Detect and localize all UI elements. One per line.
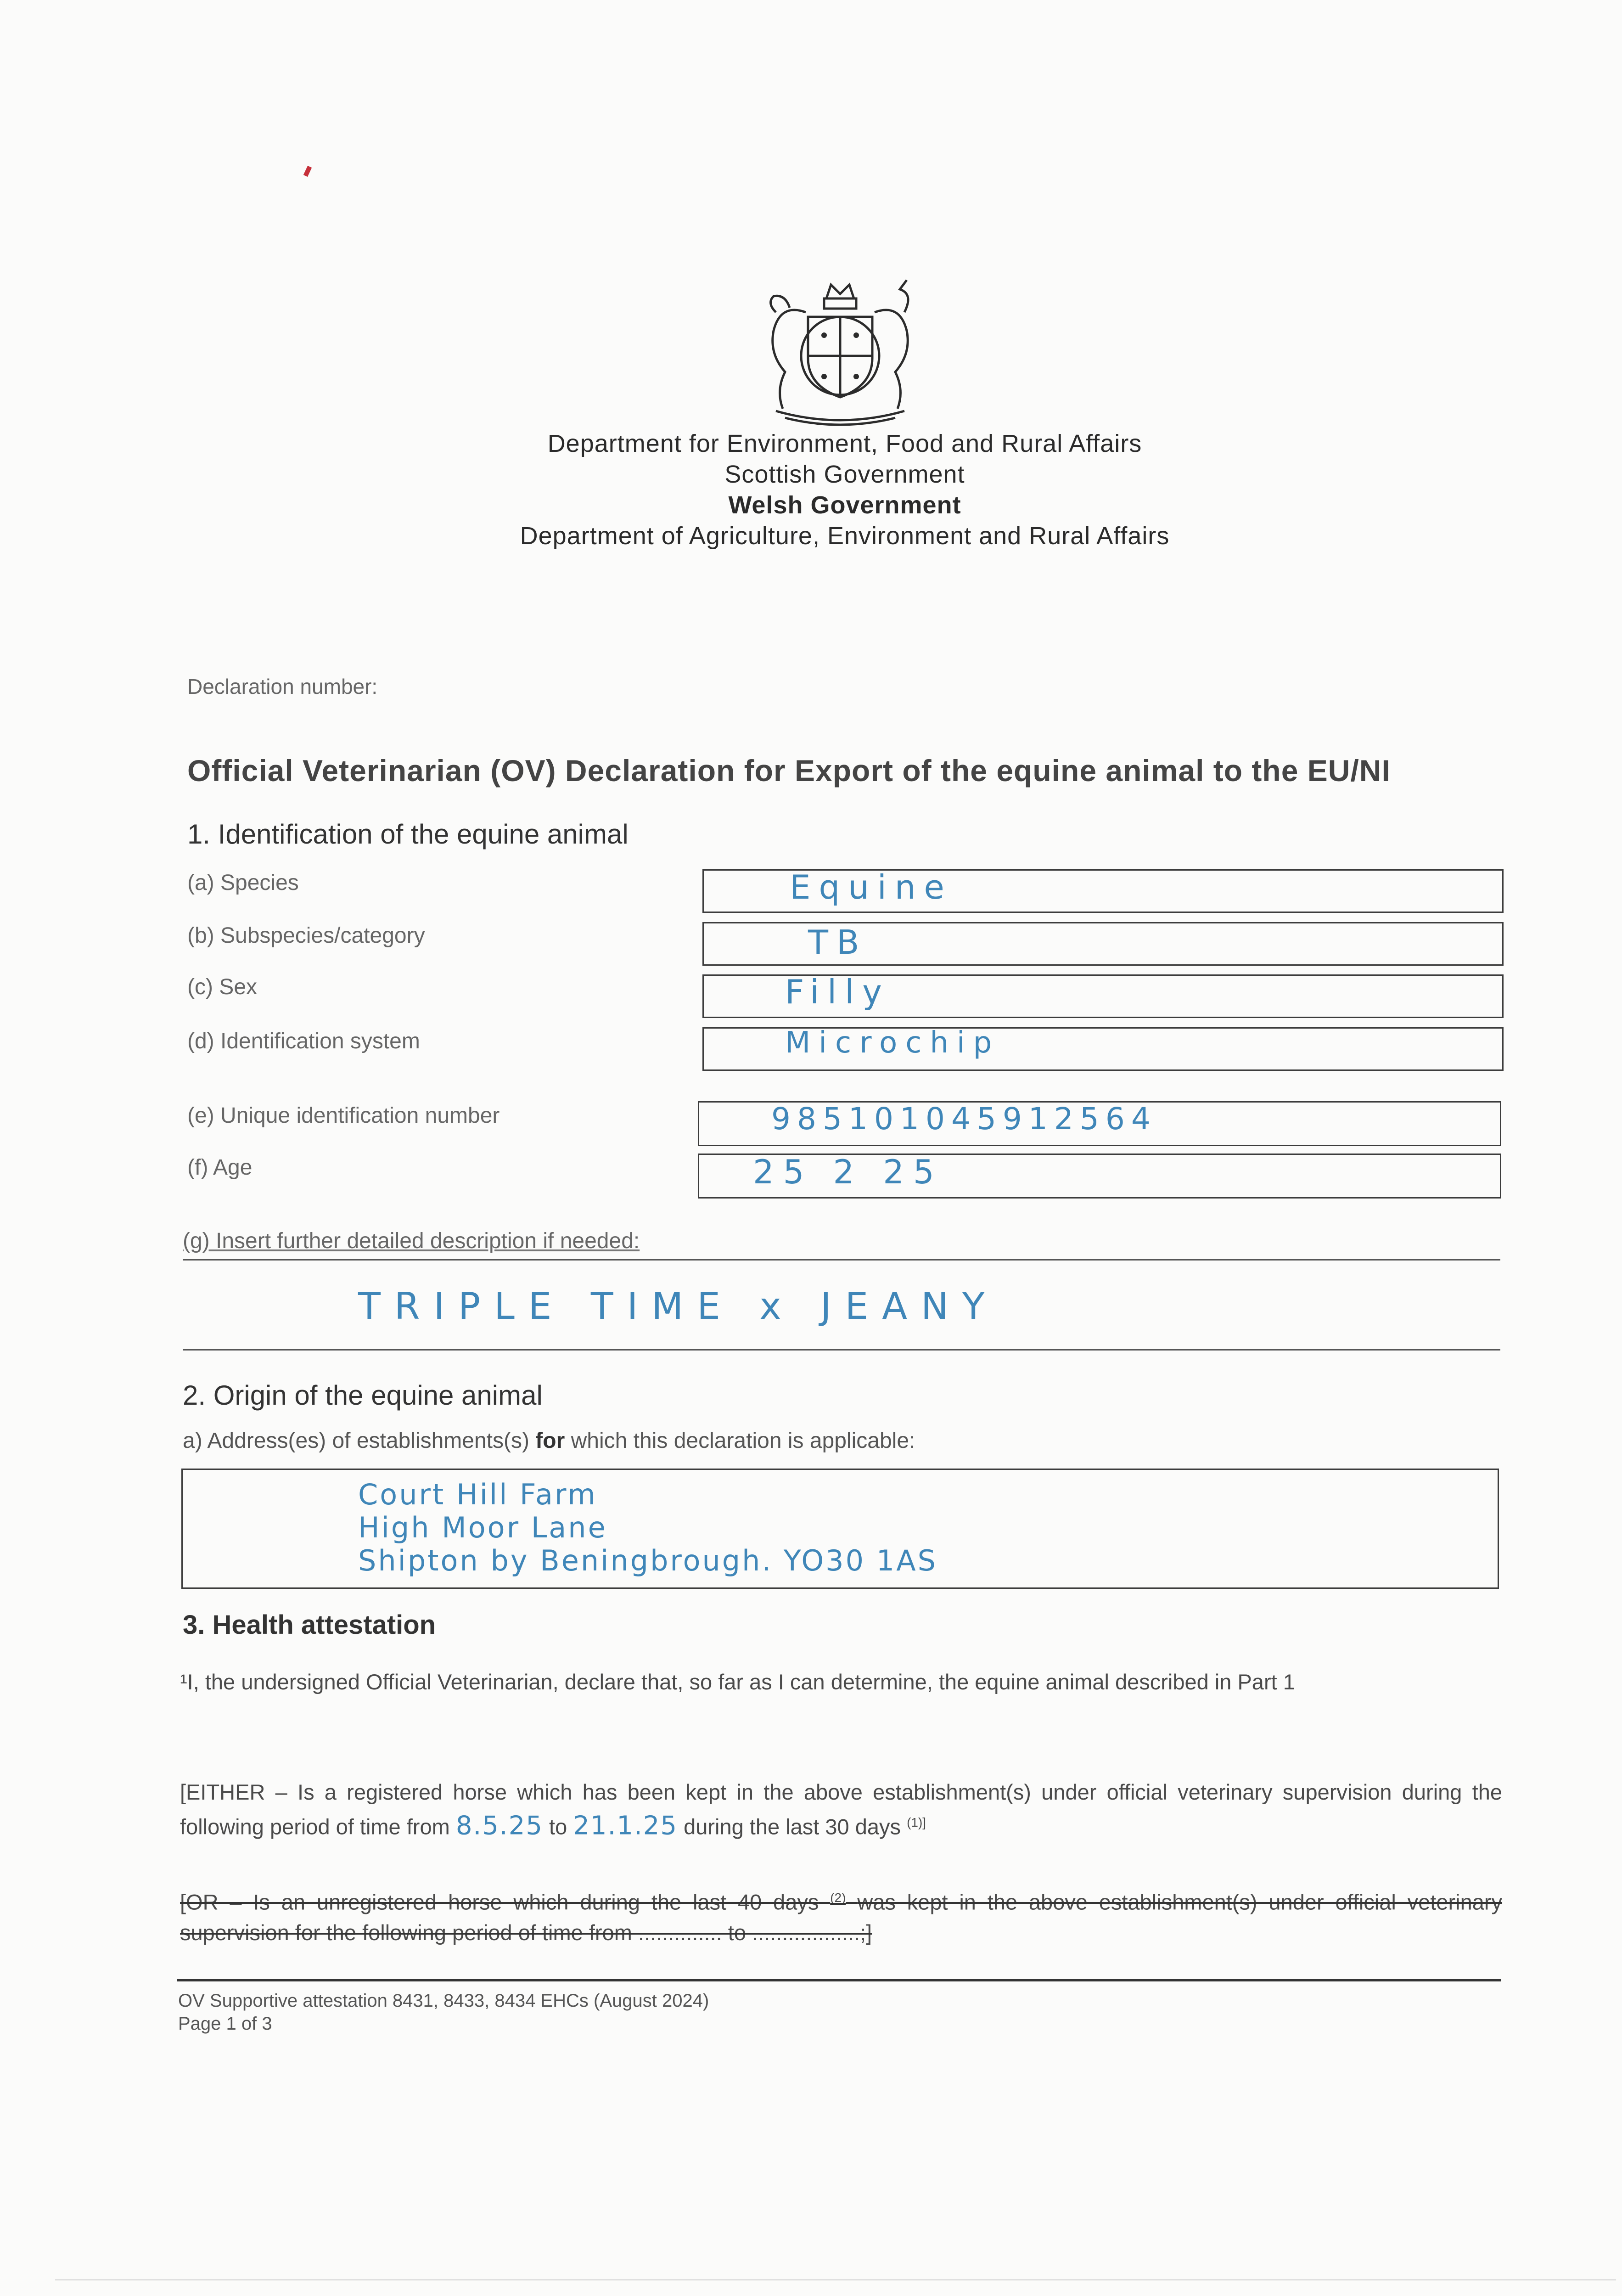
- address-label: [183, 1428, 915, 1453]
- sex-value: Filly: [785, 973, 890, 1011]
- page-title: Official Veterinarian (OV) Declaration for Export of the equine animal to the EU/NI: [187, 754, 1391, 788]
- address-label-bold: for: [535, 1429, 565, 1453]
- further-description-value: TRIPLE TIME x JEANY: [358, 1285, 999, 1328]
- field-label-subspecies: (b) Subspecies/category: [187, 923, 425, 948]
- age-value: 25 2 25: [753, 1153, 943, 1191]
- either-clause-text: [EITHER – Is a registered horse which has been kept in the above establishment(s) under official veterinary supervision during the following period of time from: [180, 1780, 1502, 1839]
- description-bottom-rule: [183, 1349, 1500, 1351]
- section-1-heading: 1. Identification of the equine animal: [187, 819, 629, 850]
- or-clause-text-1: [OR – Is an unregistered horse which during the last 40 days: [180, 1890, 819, 1914]
- or-clause: [180, 1883, 1502, 1948]
- field-label-unique-id: (e) Unique identification number: [187, 1103, 500, 1128]
- address-line-2: High Moor Lane: [358, 1511, 607, 1544]
- dept-defra: Department for Environment, Food and Rural Affairs: [547, 430, 1142, 457]
- description-top-rule: [183, 1259, 1500, 1261]
- identification-system-value: Microchip: [785, 1026, 1000, 1060]
- stray-mark: [303, 166, 312, 177]
- dept-daera: Department of Agriculture, Environment and Rural Affairs: [520, 522, 1170, 550]
- footer-page-number: Page 1 of 3: [178, 2014, 272, 2034]
- either-footnote: (1)]: [907, 1815, 926, 1829]
- either-from-date: 8.5.25: [455, 1811, 543, 1841]
- either-to-word: to: [549, 1814, 567, 1839]
- either-clause: [180, 1777, 1502, 1842]
- field-label-sex: (c) Sex: [187, 975, 258, 999]
- either-clause-post: during the last 30 days: [684, 1814, 901, 1839]
- either-to-date: 21.1.25: [573, 1811, 678, 1841]
- subspecies-value: TB: [808, 923, 868, 962]
- field-label-species: (a) Species: [187, 871, 299, 895]
- field-label-identification-system: (d) Identification system: [187, 1029, 420, 1053]
- declaration-number-label: Declaration number:: [187, 675, 378, 698]
- dept-scottish-government: Scottish Government: [724, 461, 965, 488]
- address-line-1: Court Hill Farm: [358, 1478, 597, 1511]
- section-2-heading: 2. Origin of the equine animal: [183, 1380, 543, 1411]
- species-value: Equine: [790, 868, 953, 906]
- section-3-heading: 3. Health attestation: [183, 1610, 436, 1640]
- health-attestation-intro: ¹I, the undersigned Official Veterinarian, declare that, so far as I can determine, the equine animal described in Part 1: [180, 1670, 1295, 1694]
- scan-edge-line: [55, 2279, 1616, 2280]
- footer-attestation-line: OV Supportive attestation 8431, 8433, 8434 EHCs (August 2024): [178, 1991, 709, 2011]
- address-label-post: which this declaration is applicable:: [565, 1429, 915, 1453]
- address-line-3: Shipton by Beningbrough. YO30 1AS: [358, 1544, 937, 1577]
- unique-id-value: 985101045912564: [771, 1101, 1157, 1137]
- field-label-age: (f) Age: [187, 1155, 253, 1180]
- address-label-pre: a) Address(es) of establishments(s): [183, 1429, 536, 1453]
- footer-rule: [177, 1979, 1501, 1981]
- or-footnote: (2): [830, 1891, 846, 1905]
- dept-welsh-government: Welsh Government: [728, 491, 961, 519]
- field-label-further-description: (g) Insert further detailed description if needed:: [183, 1229, 640, 1253]
- or-clause-text-2: was kept in the above establishment(s) under official veterinary supervision for the following period of time from .............. to ..................;]: [180, 1890, 1503, 1945]
- royal-coat-of-arms-icon: [748, 271, 932, 432]
